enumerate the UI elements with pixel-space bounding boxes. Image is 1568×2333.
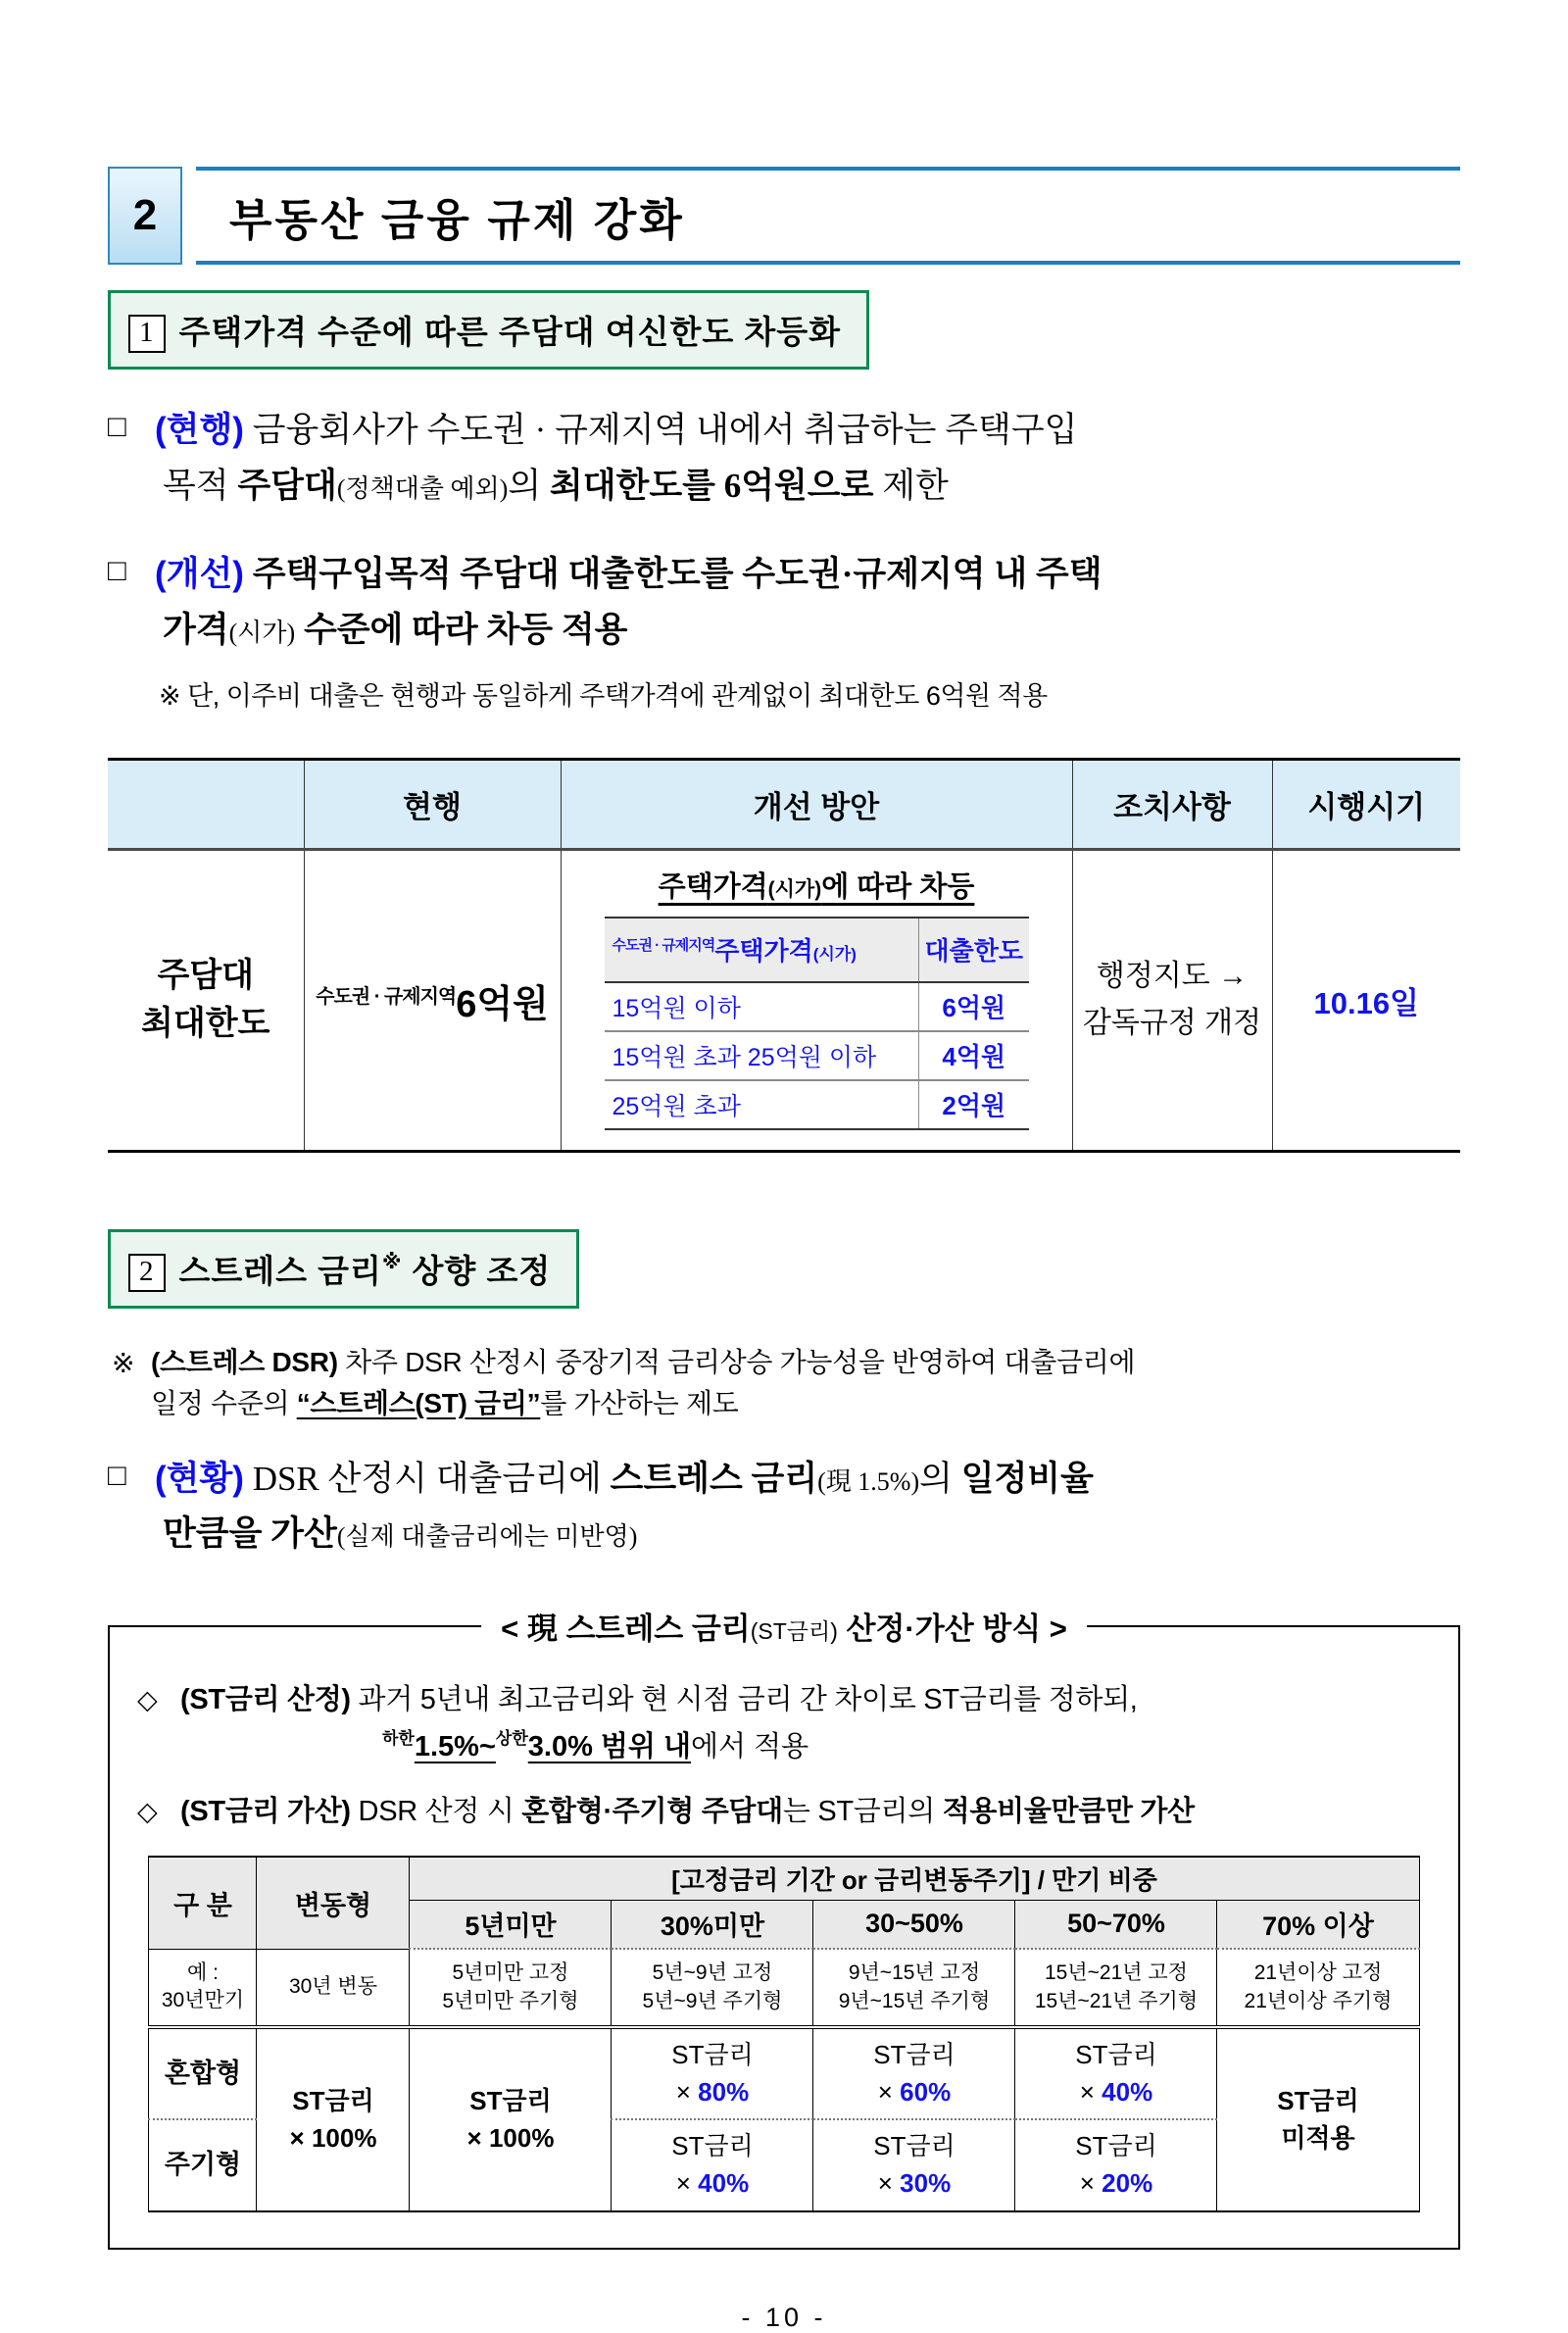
header-under5y: 5년미만 xyxy=(410,1900,612,1949)
example-cell: 21년이상 고정 21년이상 주기형 xyxy=(1217,1949,1419,2027)
cell-mixed-80: ST금리 × 80% xyxy=(612,2027,813,2119)
st-rate-add-item: ◇ (ST금리 가산) DSR 산정 시 혼합형·주기형 주담대는 ST금리의 적용비율만큼만 가산 xyxy=(137,1790,1431,1834)
square-bullet-icon: □ xyxy=(108,409,126,443)
col-header-schedule: 시행시기 xyxy=(1272,759,1460,849)
table-body-row xyxy=(108,849,1460,1151)
header-number-badge: 2 xyxy=(108,167,182,265)
cell-periodic-40: ST금리 × 40% xyxy=(612,2119,813,2211)
tier-limit: 2억원 xyxy=(919,1080,1029,1129)
page-header xyxy=(108,167,1460,265)
cell-current xyxy=(304,849,561,1151)
price-tier-row xyxy=(605,1031,1029,1080)
tier-range: 15억원 이하 xyxy=(605,982,919,1031)
cell-schedule: 10.16일 xyxy=(1272,849,1460,1151)
st-ratio-table xyxy=(148,1856,1419,2212)
paragraph-status: □ (현황) DSR 산정시 대출금리에 스트레스 금리(現 1.5%)의 일정비율 만큼을 가산(실제 대출금리에는 미반영) xyxy=(108,1452,1460,1563)
st-rate-box-title: < 現 스트레스 금리(ST금리) 산정·가산 방식 > xyxy=(481,1604,1087,1648)
section2-heading xyxy=(108,1229,579,1309)
diamond-bullet-icon: ◇ xyxy=(137,1685,158,1715)
document-page xyxy=(108,0,1460,2333)
st-rate-calc-item: ◇ (ST금리 산정) 과거 5년내 최고금리와 현 시점 금리 간 차이로 ST금리를 정하되, xyxy=(137,1678,1431,1722)
header-fixed-period: [고정금리 기간 or 금리변동주기] / 만기 비중 xyxy=(410,1857,1419,1900)
col-header-current: 현행 xyxy=(304,759,561,849)
section1-title: 주택가격 수준에 따른 주담대 여신한도 차등화 xyxy=(178,314,842,350)
tier-range: 25억원 초과 xyxy=(612,1092,741,1120)
example-row xyxy=(149,1949,1419,2027)
cell-action: 행정지도 → 감독규정 개정 xyxy=(1072,849,1272,1151)
square-bullet-icon: □ xyxy=(108,1457,126,1492)
current-region-label: 수도권 · 규제지역 xyxy=(316,985,457,1008)
row-label-mixed: 혼합형 xyxy=(149,2027,257,2119)
improve-line2: 가격(시가) 수준에 따라 차등 적용 xyxy=(163,611,628,650)
tag-improve: (개선) xyxy=(155,555,244,594)
page-number: - 10 - xyxy=(741,2303,827,2332)
section1-number-badge: 1 xyxy=(128,315,166,353)
example-cell: 5년미만 고정 5년미만 주기형 xyxy=(410,1949,612,2027)
mixed-type-row xyxy=(149,2027,1419,2119)
col-header-empty xyxy=(108,759,304,849)
price-tier-header-row xyxy=(605,918,1029,982)
tier-limit: 4억원 xyxy=(919,1031,1029,1080)
reference-mark-icon: ※ xyxy=(112,1347,135,1378)
price-tier-row xyxy=(605,982,1029,1031)
tag-current: (현행) xyxy=(155,411,244,449)
cell-mixed-40: ST금리 × 40% xyxy=(1015,2027,1217,2119)
header-30-50pct: 30~50% xyxy=(813,1900,1015,1949)
tier-range: 15억원 초과 25억원 이하 xyxy=(605,1031,919,1080)
section2-number-badge: 2 xyxy=(128,1254,166,1292)
header-variable: 변동형 xyxy=(257,1857,410,1949)
diamond-bullet-icon: ◇ xyxy=(137,1797,158,1827)
price-tier-col1-header: $^{수도권 \cdot 규제지역}$주택가격(시가) xyxy=(605,918,919,982)
tag-status: (현황) xyxy=(155,1459,244,1498)
header-over70pct: 70% 이상 xyxy=(1217,1900,1419,1949)
price-tier-table xyxy=(605,917,1029,1130)
cell-mixed-60: ST금리 × 60% xyxy=(813,2027,1015,2119)
tier-limit: 6억원 xyxy=(919,982,1029,1031)
ratio-header-row1 xyxy=(149,1857,1419,1900)
section2-title: 스트레스 금리※ 상향 조정 xyxy=(178,1251,552,1289)
paragraph-current xyxy=(108,403,1460,514)
row-label-periodic: 주기형 xyxy=(149,2119,257,2211)
cell-improve xyxy=(561,849,1072,1151)
header-50-70pct: 50~70% xyxy=(1015,1900,1217,1949)
current-line2: 목적 주담대(정책대출 예외)의 최대한도를 6억원으로 제한 xyxy=(163,466,949,505)
price-tier-col2-header: 대출한도 xyxy=(919,918,1029,982)
st-rate-box xyxy=(108,1612,1460,2250)
cell-periodic-30: ST금리 × 30% xyxy=(813,2119,1015,2211)
table-header-row xyxy=(108,759,1460,849)
cell-variable-100: ST금리 × 100% xyxy=(257,2027,410,2211)
square-bullet-icon: □ xyxy=(108,553,126,588)
example-cell: 9년~15년 고정 9년~15년 주기형 xyxy=(813,1949,1015,2027)
cell-under5y-100: ST금리 × 100% xyxy=(410,2027,612,2211)
price-tier-row xyxy=(605,1080,1029,1129)
example-label: 예 : 30년만기 xyxy=(149,1949,257,2027)
improve-line1: 주택구입목적 주담대 대출한도를 수도권·규제지역 내 주택 xyxy=(252,555,1102,594)
example-cell: 15년~21년 고정 15년~21년 주기형 xyxy=(1015,1949,1217,2027)
col-header-improve: 개선 방안 xyxy=(561,759,1072,849)
current-limit-value: 6억원 xyxy=(456,983,549,1025)
page-title: 부동산 금융 규제 강화 xyxy=(196,167,1460,265)
example-variable: 30년 변동 xyxy=(257,1949,410,2027)
cell-periodic-20: ST금리 × 20% xyxy=(1015,2119,1217,2211)
loan-limit-table xyxy=(108,758,1460,1153)
paragraph-improve xyxy=(108,547,1460,658)
current-line1: 금융회사가 수도권 · 규제지역 내에서 취급하는 주택구입 xyxy=(252,411,1078,449)
st-rate-range-line: $^{하한}$1.5%~$^{상한}$3.0% 범위 내에서 적용 xyxy=(382,1729,809,1763)
col-header-action: 조치사항 xyxy=(1072,759,1272,849)
note-moving-loan: ※ 단, 이주비 대출은 현행과 동일하게 주택가격에 관계없이 최대한도 6억원 적용 xyxy=(159,680,1048,711)
example-cell: 5년~9년 고정 5년~9년 주기형 xyxy=(612,1949,813,2027)
section1-heading xyxy=(108,290,869,370)
header-gubun: 구 분 xyxy=(149,1857,257,1949)
stress-dsr-note: ※ (스트레스 DSR) 차주 DSR 산정시 중장기적 금리상승 가능성을 반영하여 대출금리에 일정 수준의 “스트레스(ST) 금리”를 가산하는 제도 xyxy=(112,1342,1460,1424)
cell-no-apply: ST금리 미적용 xyxy=(1217,2027,1419,2211)
header-under30pct: 30%미만 xyxy=(612,1900,813,1949)
row-label-mortgage-limit: 주담대 최대한도 xyxy=(141,956,270,1043)
improve-subtable-title: 주택가격(시가)에 따라 차등 xyxy=(658,870,975,903)
